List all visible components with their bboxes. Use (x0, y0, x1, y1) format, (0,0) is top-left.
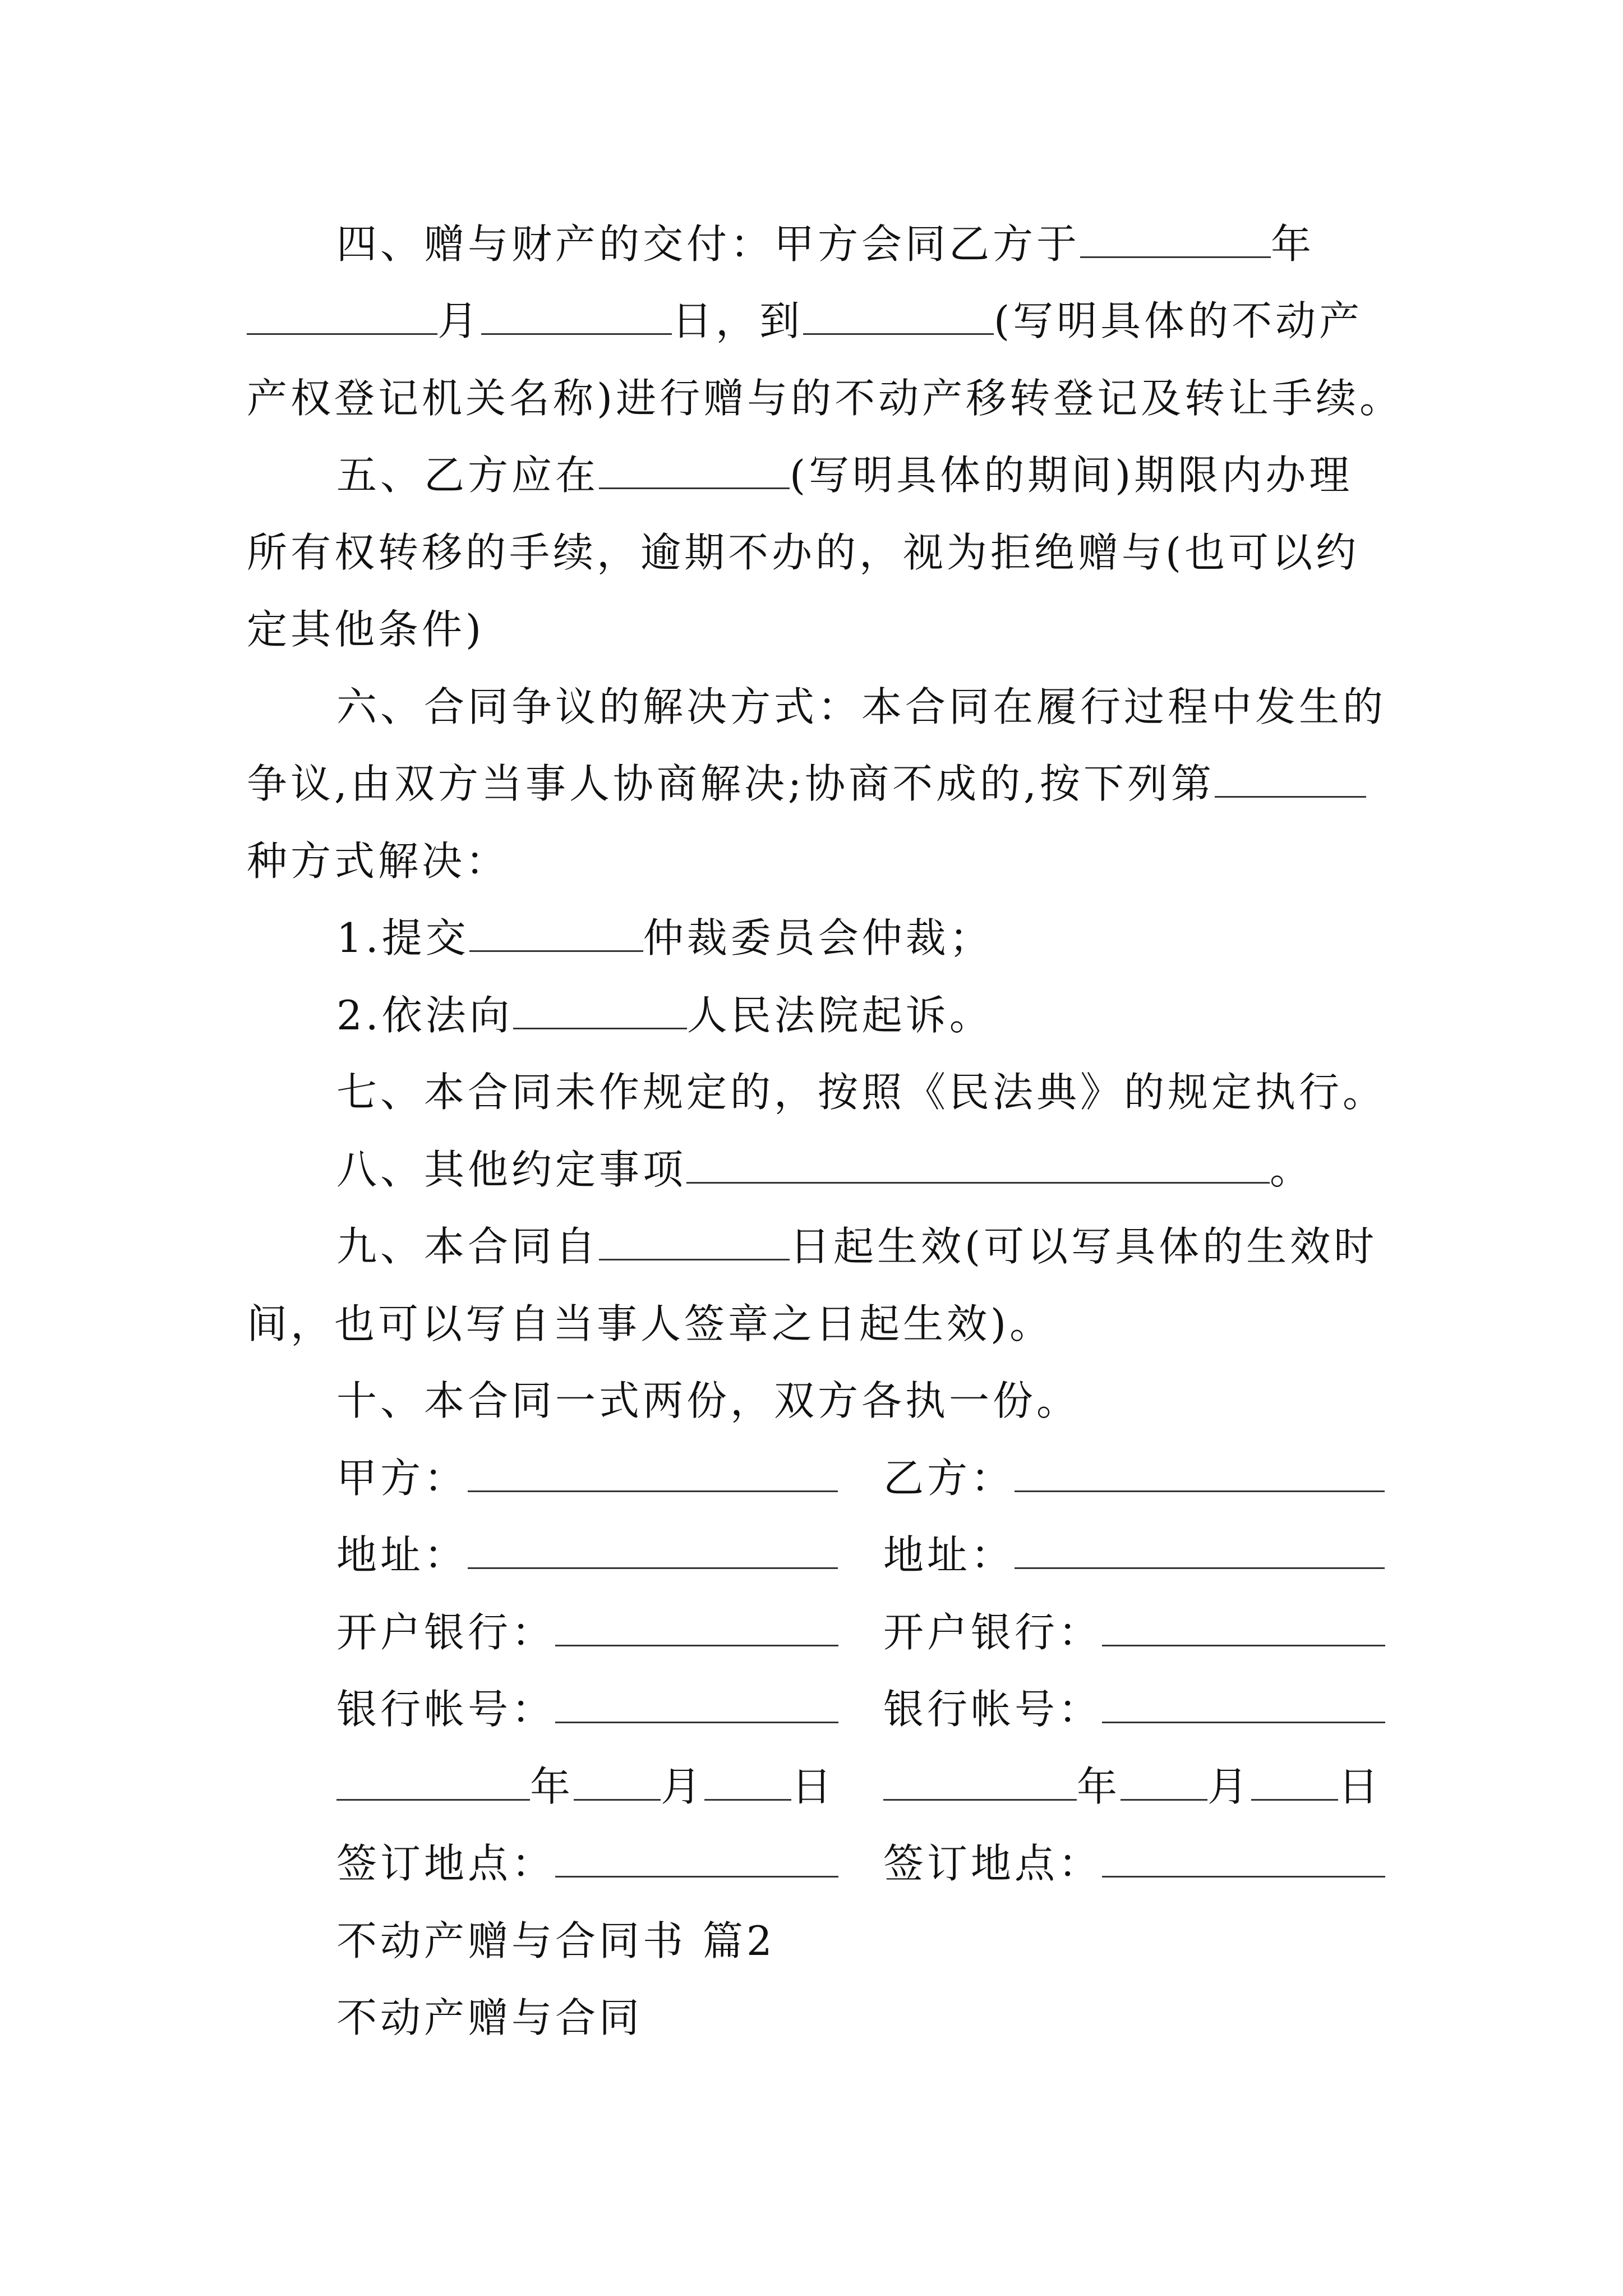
clause-6-line-1 (336, 679, 1481, 735)
section-subtitle (336, 1990, 1481, 2046)
clause-text: 种方式解决： (247, 838, 510, 885)
blank-month-value[interactable] (247, 294, 437, 335)
clause-text: 1.提交 (336, 914, 469, 961)
clause-9-line-2 (247, 1296, 1391, 1352)
party-b-place-row (883, 1835, 1385, 1892)
clause-5-line-2 (247, 524, 1391, 581)
party-a-account-row (336, 1681, 838, 1737)
blank-effective-date[interactable] (599, 1220, 790, 1260)
party-a-row (336, 1450, 838, 1506)
clause-5-line-1 (336, 447, 1481, 503)
day-label: 日 (1338, 1763, 1382, 1810)
blank-method-number[interactable] (1215, 757, 1366, 798)
year-label: 年 (1077, 1763, 1121, 1810)
clause-text: 间，也可以写自当事人签章之日起生效)。 (247, 1300, 1054, 1347)
clause-text: 争议,由双方当事人协商解决;协商不成的,按下列第 (247, 760, 1215, 807)
section-title-2 (336, 1913, 1481, 1969)
clause-text: (写明具体的期间)期限内办理 (790, 452, 1353, 499)
blank-court[interactable] (513, 988, 687, 1029)
clause-text: 2.依法向 (336, 992, 513, 1039)
party-b-address-field[interactable] (1015, 1528, 1385, 1569)
clause-5-line-3 (247, 601, 1391, 657)
blank-year[interactable] (1080, 217, 1271, 258)
clause-7 (336, 1064, 1481, 1120)
party-a-account-label: 银行帐号： (336, 1686, 556, 1733)
year-label: 年 (530, 1763, 574, 1810)
clause-text: 定其他条件) (247, 606, 485, 653)
clause-text: 日起生效(可以写具体的生效时 (790, 1223, 1378, 1270)
party-b-row (883, 1450, 1385, 1506)
clause-text: 四、赠与财产的交付：甲方会同乙方于 (336, 220, 1081, 268)
month-label: 月 (1207, 1763, 1252, 1810)
party-b-address-row (883, 1527, 1385, 1583)
clause-text: 八、其他约定事项 (336, 1146, 687, 1193)
clause-text: 年 (1271, 220, 1315, 268)
clause-text: 仲裁委员会仲裁； (643, 914, 993, 961)
clause-4-line-3 (247, 370, 1404, 426)
clause-text: 六、合同争议的解决方式：本合同在履行过程中发生的 (336, 683, 1387, 730)
section-title-text: 不动产赠与合同书 篇2 (336, 1917, 776, 1964)
party-b-year-field[interactable] (883, 1760, 1077, 1801)
party-a-address-row (336, 1527, 838, 1583)
party-a-label: 甲方： (336, 1455, 468, 1502)
party-a-field[interactable] (468, 1451, 838, 1492)
clause-6-option-2 (336, 987, 1481, 1043)
party-b-date-row (883, 1759, 1382, 1815)
blank-day[interactable] (481, 294, 672, 335)
party-a-address-label: 地址： (336, 1531, 468, 1579)
clause-10 (336, 1373, 1481, 1429)
clause-9-line-1 (336, 1218, 1481, 1274)
clause-text: 日，到 (672, 297, 804, 344)
clause-6-option-1 (336, 910, 1481, 966)
party-a-place-row (336, 1835, 838, 1892)
party-b-label: 乙方： (883, 1455, 1015, 1502)
clause-text: 所有权转移的手续，逾期不办的，视为拒绝赠与(也可以约 (247, 529, 1360, 576)
party-b-bank-label: 开户银行： (883, 1609, 1103, 1656)
party-a-year-field[interactable] (336, 1760, 530, 1801)
clause-4-line-2 (247, 293, 1391, 349)
party-b-bank-field[interactable] (1102, 1605, 1385, 1646)
day-label: 日 (791, 1763, 836, 1810)
clause-text: 九、本合同自 (336, 1223, 600, 1270)
party-a-address-field[interactable] (468, 1528, 838, 1569)
party-b-address-label: 地址： (883, 1531, 1015, 1579)
party-b-day-field[interactable] (1251, 1760, 1338, 1801)
clause-text: 人民法院起诉。 (686, 992, 993, 1039)
blank-period[interactable] (599, 448, 790, 489)
clause-4-line-1 (336, 216, 1481, 272)
blank-other-matters[interactable] (686, 1143, 1270, 1184)
clause-text: 十、本合同一式两份，双方各执一份。 (336, 1377, 1081, 1424)
party-b-place-label: 签订地点： (883, 1840, 1103, 1887)
clause-text: 月 (437, 297, 482, 344)
party-b-account-field[interactable] (1102, 1682, 1385, 1723)
party-b-place-field[interactable] (1102, 1837, 1385, 1878)
clause-text: 七、本合同未作规定的，按照《民法典》的规定执行。 (336, 1069, 1387, 1116)
party-b-month-field[interactable] (1121, 1760, 1207, 1801)
party-b-account-row (883, 1681, 1385, 1737)
party-a-day-field[interactable] (704, 1760, 791, 1801)
blank-arbitration[interactable] (469, 911, 643, 952)
party-a-place-field[interactable] (555, 1837, 838, 1878)
party-b-field[interactable] (1015, 1451, 1385, 1492)
party-a-date-row (336, 1759, 835, 1815)
clause-text: 五、乙方应在 (336, 452, 600, 499)
party-b-bank-row (883, 1604, 1385, 1660)
party-a-bank-row (336, 1604, 838, 1660)
month-label: 月 (661, 1763, 705, 1810)
clause-text: 产权登记机关名称)进行赠与的不动产移转登记及转让手续。 (247, 375, 1404, 422)
party-a-place-label: 签订地点： (336, 1840, 556, 1887)
section-subtitle-text: 不动产赠与合同 (336, 1994, 643, 2041)
blank-registry[interactable] (803, 294, 994, 335)
clause-8 (336, 1142, 1481, 1198)
party-b-account-label: 银行帐号： (883, 1686, 1103, 1733)
clause-text: 。 (1270, 1146, 1314, 1193)
clause-6-line-3 (247, 833, 1391, 889)
party-a-bank-field[interactable] (555, 1605, 838, 1646)
clause-6-line-2 (247, 756, 1391, 812)
party-a-bank-label: 开户银行： (336, 1609, 556, 1656)
clause-text: (写明具体的不动产 (994, 297, 1363, 344)
party-a-month-field[interactable] (574, 1760, 661, 1801)
party-a-account-field[interactable] (555, 1682, 838, 1723)
